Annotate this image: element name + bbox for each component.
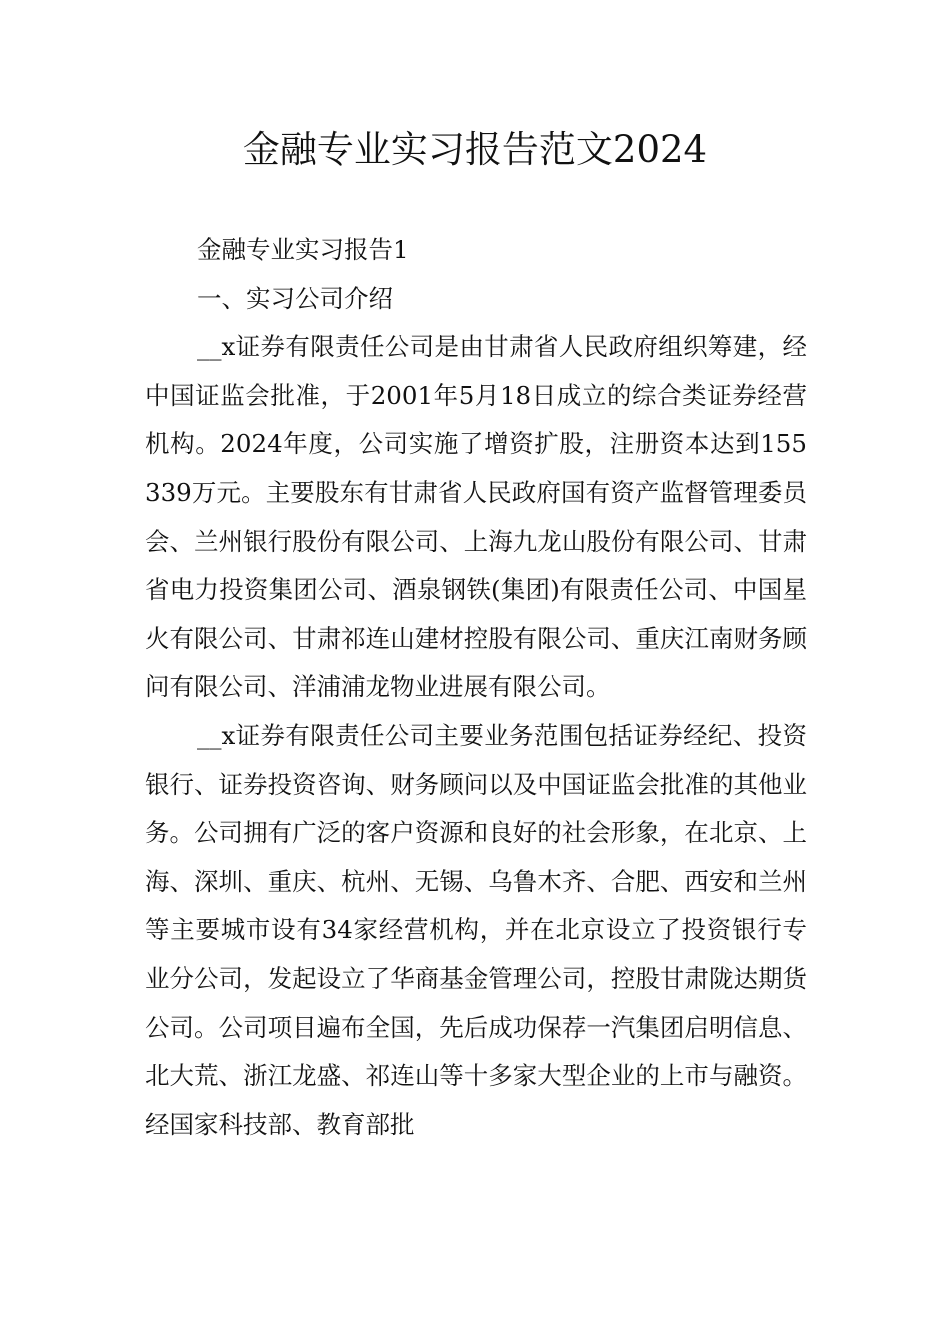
document-title: 金融专业实习报告范文2024: [242, 128, 708, 171]
body-paragraph: __x证券有限责任公司是由甘肃省人民政府组织筹建，经中国证监会批准，于2001年5月18日成立的综合类证券经营机构。2024年度，公司实施了增资扩股，注册资本达到155339万元。主要股东有甘肃省人民政府国有资产监督管理委员会、兰州银行股份有限公司、上海九龙山股份有限公司、甘肃省电力投资集团公司、酒泉钢铁(集团)有限责任公司、中国星火有限公司、甘肃祁连山建材控股有限公司、重庆江南财务顾问有限公司、洋浦浦龙物业进展有限公司。: [145, 332, 807, 702]
section-heading: 一、实习公司介绍: [197, 283, 393, 313]
body-paragraph: __x证券有限责任公司主要业务范围包括证券经纪、投资银行、证券投资咨询、财务顾问以及中国证监会批准的其他业务。公司拥有广泛的客户资源和良好的社会形象，在北京、上海、深圳、重庆、杭州、无锡、乌鲁木齐、合肥、西安和兰州等主要城市设有34家经营机构，并在北京设立了投资银行专业分公司，发起设立了华商基金管理公司，控股甘肃陇达期货公司。公司项目遍布全国，先后成功保荐一汽集团启明信息、北大荒、浙江龙盛、祁连山等十多家大型企业的上市与融资。经国家科技部、教育部批: [145, 720, 807, 1139]
document-body: [145, 226, 807, 1149]
report-subtitle: 金融专业实习报告1: [197, 235, 409, 264]
